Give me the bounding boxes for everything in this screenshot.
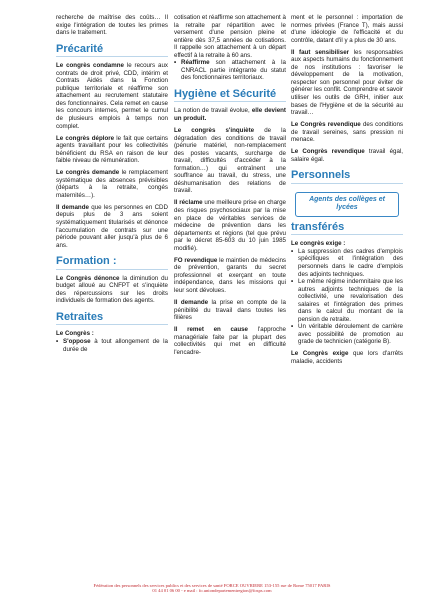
heading-precarite: Précarité bbox=[56, 43, 168, 58]
paragraph-formation: Le Congrès dénonce la diminution du budget alloué au CNFPT et s'inquiète des répercussions sur les droits individuels de formation des agents. bbox=[56, 274, 168, 305]
heading-personnels: Personnels bbox=[291, 169, 403, 184]
paragraph-sensibiliser: Il faut sensibiliser les responsables aux aspects humains du fonctionnement de nos institutions : favoriser le développement de la motivation, respecter son personnel pour éviter de générer les conflit. Comprendre et savoir utiliser les outils de GRH, initier aux bases de l'Hygiène et de la sécurité au travail… bbox=[291, 48, 403, 117]
paragraph-reclame: Il réclame une meilleure prise en charge des risques psychosociaux par la mise en place de véritables services de médecine de prévention dans les départements et régions (tel que prévu par le décret 85-603 du 10 juin 1985 modifié). bbox=[174, 199, 286, 252]
paragraph-demande-titularisation: Il demande que les personnes en CDD depuis plus de 3 ans soient systématiquement titularisés et dénonce l'accumulation de contrats sur une période pouvant aller jusqu'à plus de 6 ans. bbox=[56, 203, 168, 249]
heading-retraites: Retraites bbox=[56, 311, 168, 326]
box-agents-colleges: Agents des collèges et lycées bbox=[295, 192, 399, 217]
heading-hygiene-securite: Hygiène et Sécurité bbox=[174, 88, 286, 103]
paragraph-revendique-salaire: Le Congrès revendique travail égal, salaire égal. bbox=[291, 148, 403, 163]
paragraph-deplore: Le congrès déplore le fait que certains agents travaillant pour les collectivités bénéficient du RSA en raison de leur faible niveau de rémunération. bbox=[56, 134, 169, 165]
paragraph-fo-revendique: FO revendique le maintien de médecins de prévention, garants du secret professionnel et exerçant en toute indépendance, dans les missions qui leur sont dévolues. bbox=[174, 256, 286, 294]
list-item: • Un véritable déroulement de carrière avec possibilité de promotion au grade de technicien (catégorie B). bbox=[291, 323, 403, 346]
reaffirme-list bbox=[174, 59, 286, 82]
bullet-icon: • bbox=[291, 247, 294, 255]
heading-formation: Formation : bbox=[56, 255, 168, 270]
paragraph-inquiete: Le congrès s'inquiète de la dégradation des conditions de travail (pénurie matériel, non-remplacement des postes vacants, surcharge de travail, difficultés d'accéder à la formation…) qui entraînent une souffrance au travail, du stress, une déshumanisation des relations de travail. bbox=[174, 127, 286, 195]
bullet-icon: • bbox=[291, 278, 294, 286]
list-item: • Réaffirme son attachement à la CNRACL partie intégrante du statut des fonctionnaires territoriaux. bbox=[174, 59, 286, 82]
page-footer bbox=[20, 583, 404, 594]
paragraph-exige: Le congrès exige : bbox=[291, 240, 346, 248]
bullet-icon: • bbox=[174, 59, 177, 67]
footer-contact: 01 44 01 06 00 - e mail : fo.uniondepartementregion@fosps.com bbox=[152, 588, 272, 594]
paragraph-penibilite: Il demande la prise en compte de la pénibilité du travail dans toutes les filières bbox=[174, 299, 286, 322]
column-1 bbox=[56, 14, 168, 353]
list-item: • Le même régime indemnitaire que les autres adjoints techniques de la collectivité, une revalorisation des salaires et l'intégration des primes dans le calcul du montant de la pension de retraite. bbox=[291, 278, 403, 323]
paragraph-condamne: Le congrès condamne le recours aux contrats de droit privé, CDD, intérim et Contrats Aidés dans la Fonction publique territoriale et réaffirme son attachement au recrutement statutaire des fonctionnaires. Cela remet en cause les concours internes, permet le cumul de plusieurs emplois à temps non complet. bbox=[56, 62, 168, 130]
heading-transferes: transférés bbox=[291, 221, 403, 236]
bullet-icon: • bbox=[56, 337, 59, 345]
list-item: • La suppression des cadres d'emplois spécifiques et l'intégration des personnels dans le cadre d'emplois des adjoints techniques. bbox=[291, 247, 403, 278]
paragraph-notion: La notion de travail évolue, elle devient un produit. bbox=[174, 107, 286, 122]
bullet-icon: • bbox=[291, 323, 294, 331]
paragraph-encadrement: ment et le personnel : importation de normes privées (France T), mais aussi d'une idéologie de l'efficacité et du contrôle, datant d'il y a plus de 30 ans. bbox=[291, 14, 403, 44]
exige-list bbox=[291, 248, 403, 346]
column-3 bbox=[291, 14, 403, 370]
retraites-list bbox=[56, 338, 168, 353]
paragraph-revendique-conditions: Le Congrès revendique des conditions de travail sereines, sans pression ni menace. bbox=[291, 121, 403, 144]
paragraph-cotisation: cotisation et réaffirme son attachement à la retraite par répartition avec le versement d'une pension pleine et entière dès 37,5 années de cotisations. Il rappelle son attachement à un départ effectif à la retraite à 60 ans. bbox=[174, 14, 286, 59]
paragraph-exige-arrets: Le Congrès exige que lors d'arrêts maladie, accidents bbox=[291, 350, 403, 365]
footer-address: Fédération des personnels des services publics et des services de santé FORCE OUVRIERE 153-155 rue de Rome 75017 PARIS bbox=[93, 583, 331, 588]
column-2 bbox=[174, 14, 286, 361]
retraites-lead: Le Congrès : bbox=[56, 330, 94, 338]
paragraph-remet-en-cause: Il remet en cause l'approche managériale faite par la plupart des collectivités qui met en difficulté l'encadre- bbox=[174, 326, 287, 356]
intro-paragraph: recherche de maîtrise des coûts… Il exige l'intégration de toutes les primes dans le traitement. bbox=[56, 14, 168, 37]
list-item: • S'oppose à tout allongement de la durée de bbox=[56, 337, 168, 353]
paragraph-demande-remplacement: Le congrès demande le remplacement systématique des absences prévisibles (départs à la retraite, congés maternités…). bbox=[56, 169, 168, 199]
